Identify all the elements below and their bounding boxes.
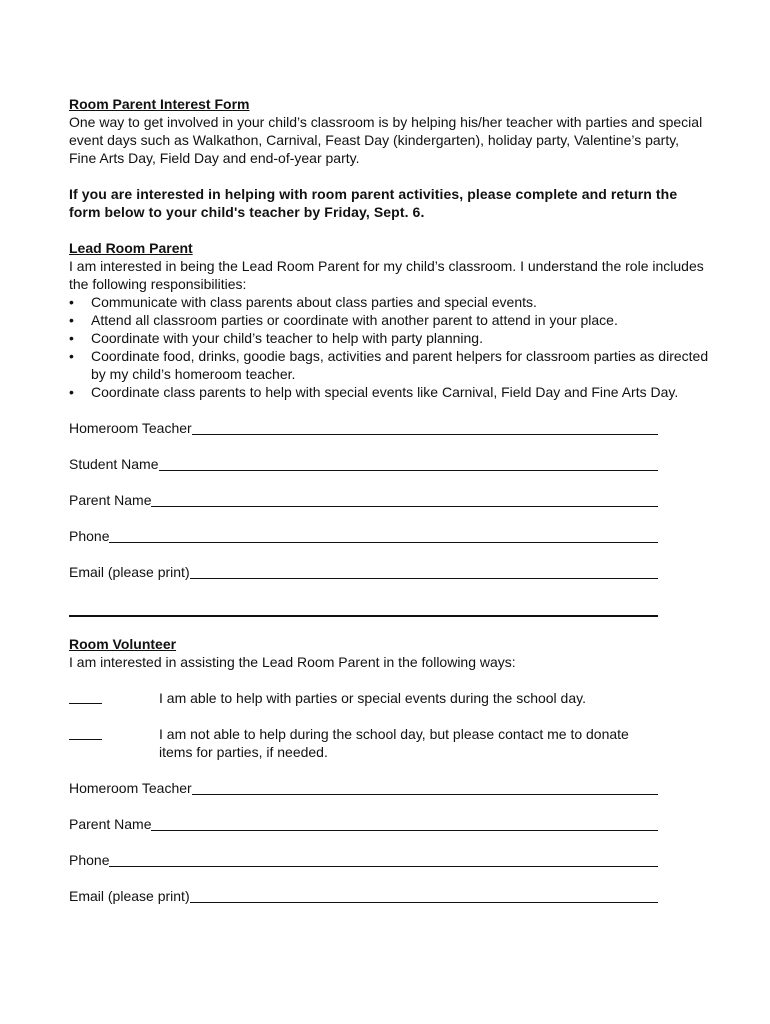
option-check-blank[interactable]: [69, 725, 102, 740]
responsibility-text: Attend all classroom parties or coordinate with another parent to attend in your place.: [91, 312, 618, 328]
list-item: [69, 329, 709, 347]
field-label: Phone: [69, 528, 110, 544]
room-volunteer-heading: Room Volunteer: [69, 636, 177, 652]
volunteer-option-during-school: [69, 689, 709, 707]
intro-paragraph: One way to get involved in your child’s classroom is by helping his/her teacher with parties and special event days such as Walkathon, Carnival, Feast Day (kindergarten), holiday party, Valentine’s party, Fine Arts Day, Field Day and end-of-year party.: [69, 114, 703, 166]
bullet-icon: •: [69, 294, 74, 310]
volunteer-description: I am interested in assisting the Lead Room Parent in the following ways:: [69, 654, 516, 670]
phone-input-line[interactable]: [109, 528, 658, 543]
field-label: Email (please print): [69, 564, 190, 580]
student-name-input-line[interactable]: [159, 456, 659, 471]
volunteer-parent-name-field: [69, 815, 658, 833]
field-label: Email (please print): [69, 888, 190, 904]
field-label: Parent Name: [69, 816, 152, 832]
bullet-icon: •: [69, 330, 74, 346]
field-label: Phone: [69, 852, 110, 868]
option-text: I am able to help with parties or special events during the school day.: [159, 690, 586, 706]
responsibility-text: Communicate with class parents about class parties and special events.: [91, 294, 537, 310]
lead-student-name-field: [69, 455, 658, 473]
email-input-line[interactable]: [190, 564, 658, 579]
lead-description: I am interested in being the Lead Room Parent for my child’s classroom. I understand the role includes the following responsibilities:: [69, 258, 704, 292]
list-item: [69, 293, 709, 311]
field-label: Parent Name: [69, 492, 152, 508]
form-title: Room Parent Interest Form: [69, 96, 250, 112]
volunteer-homeroom-teacher-field: [69, 779, 658, 797]
lead-phone-field: [69, 527, 658, 545]
parent-name-input-line[interactable]: [151, 492, 658, 507]
list-item: [69, 311, 709, 329]
option-check-blank[interactable]: [69, 689, 102, 704]
email-input-line[interactable]: [190, 888, 658, 903]
responsibilities-list: [69, 293, 709, 401]
responsibility-text: Coordinate with your child’s teacher to help with party planning.: [91, 330, 483, 346]
lead-email-field: [69, 563, 658, 581]
bullet-icon: •: [69, 312, 74, 328]
volunteer-email-field: [69, 887, 658, 905]
homeroom-teacher-input-line[interactable]: [192, 780, 658, 795]
responsibility-text: Coordinate class parents to help with special events like Carnival, Field Day and Fine Arts Day.: [91, 384, 679, 400]
list-item: [69, 383, 709, 401]
section-divider: [69, 615, 658, 617]
lead-room-parent-heading: Lead Room Parent: [69, 240, 193, 256]
field-label: Student Name: [69, 456, 159, 472]
field-label: Homeroom Teacher: [69, 420, 192, 436]
volunteer-option-donate: [69, 725, 709, 761]
homeroom-teacher-input-line[interactable]: [192, 420, 658, 435]
form-page: [69, 95, 709, 905]
bullet-icon: •: [69, 384, 74, 400]
volunteer-phone-field: [69, 851, 658, 869]
bullet-icon: •: [69, 348, 74, 364]
responsibility-text: Coordinate food, drinks, goodie bags, activities and parent helpers for classroom parties as directed by my child’s homeroom teacher.: [91, 348, 709, 382]
return-instructions: If you are interested in helping with room parent activities, please complete and return the form below to your child's teacher by Friday, Sept. 6.: [69, 186, 678, 220]
lead-parent-name-field: [69, 491, 658, 509]
phone-input-line[interactable]: [109, 852, 658, 867]
field-label: Homeroom Teacher: [69, 780, 192, 796]
option-text: I am not able to help during the school day, but please contact me to donate items for parties, if needed.: [159, 726, 629, 760]
lead-homeroom-teacher-field: [69, 419, 658, 437]
list-item: [69, 347, 709, 383]
parent-name-input-line[interactable]: [151, 816, 658, 831]
